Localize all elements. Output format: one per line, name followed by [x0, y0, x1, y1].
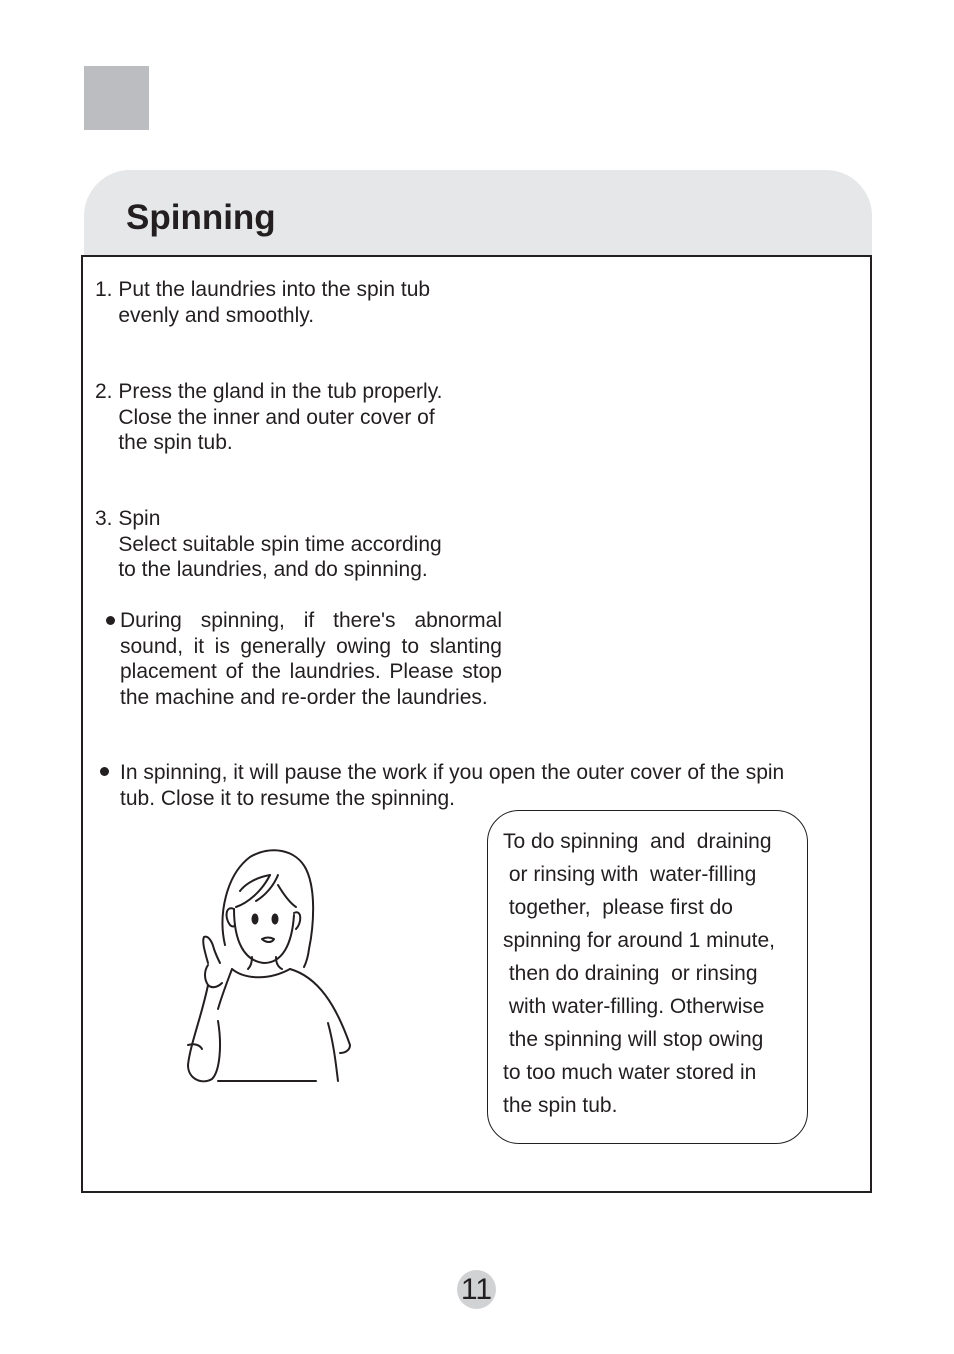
- page-title: Spinning: [126, 198, 276, 237]
- note-abnormal-sound: During spinning, if there's abnormal sound, it is generally owing to slanting placement of the laundries. Please stop the machine and re-order the laundries.: [120, 609, 502, 709]
- page-number: 11: [460, 1273, 493, 1306]
- tip-text: To do spinning and draining or rinsing with water-filling together, please first do spinning for around 1 minute, then do draining or rinsing with water-filling. Otherwise the spinning will stop owing to too much water stored in the spin tub.: [503, 830, 776, 1117]
- step-1: 1. Put the laundries into the spin tub evenly and smoothly.: [95, 278, 431, 327]
- step-3: 3. Spin Select suitable spin time according to the laundries, and do spinning.: [95, 507, 442, 581]
- section-marker: [84, 66, 149, 130]
- bullet-icon: [106, 616, 115, 625]
- step-2: 2. Press the gland in the tub properly. Close the inner and outer cover of the spin tub.: [95, 380, 443, 454]
- note-pause-cover: In spinning, it will pause the work if you open the outer cover of the spin tub. Close it to resume the spinning.: [120, 761, 785, 810]
- bullet-icon: [100, 767, 109, 776]
- woman-raising-finger-icon: [178, 845, 358, 1087]
